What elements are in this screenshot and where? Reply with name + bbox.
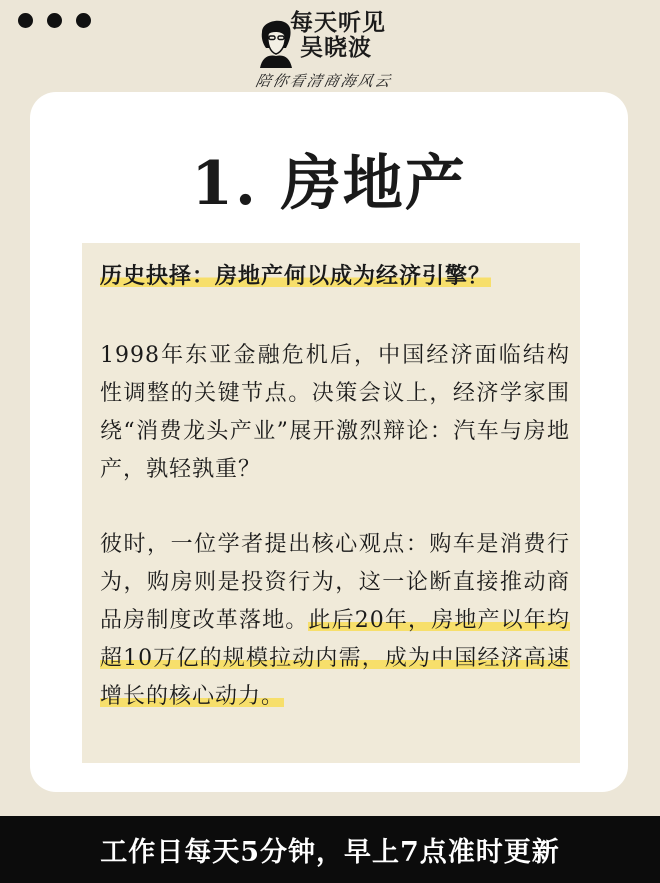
dot-icon — [76, 13, 91, 28]
menu-dots[interactable] — [18, 13, 91, 28]
footer-text: 工作日每天5分钟，早上7点准时更新 — [100, 837, 560, 868]
paragraph-1: 1998年东亚金融危机后，中国经济面临结构性调整的关键节点。决策会议上，经济学家围绕“消费龙头产业”展开激烈辩论：汽车与房地产，孰轻孰重？ — [100, 343, 570, 482]
dot-icon — [47, 13, 62, 28]
brand-name — [290, 10, 386, 60]
section-heading — [100, 257, 570, 295]
footer-banner — [0, 816, 660, 883]
heading-highlight: 历史抉择：房地产何以成为经济引擎？ — [100, 263, 492, 289]
brand-logo — [248, 8, 448, 94]
text-panel — [82, 243, 580, 763]
brand-slogan: 陪你看清商海风云 — [253, 72, 394, 90]
dot-icon — [18, 13, 33, 28]
page-title: 1. 房地产 — [191, 149, 467, 219]
paragraph-2-highlight: 此后20年，房地产以年均超10万亿的规模拉动内需，成为中国经济高速增长的核心动力。 — [100, 608, 570, 709]
brand-name-line1: 每天听见 — [290, 9, 386, 36]
paragraph-2-plain: 彼时，一位学者提出核心观点：购车是消费行为，购房则是投资行为，这一论断直接推动商品房制度改革落地。 — [100, 532, 570, 633]
content-card — [30, 92, 628, 792]
brand-name-line2: 吴晓波 — [300, 34, 372, 61]
paragraph-2 — [100, 526, 570, 716]
